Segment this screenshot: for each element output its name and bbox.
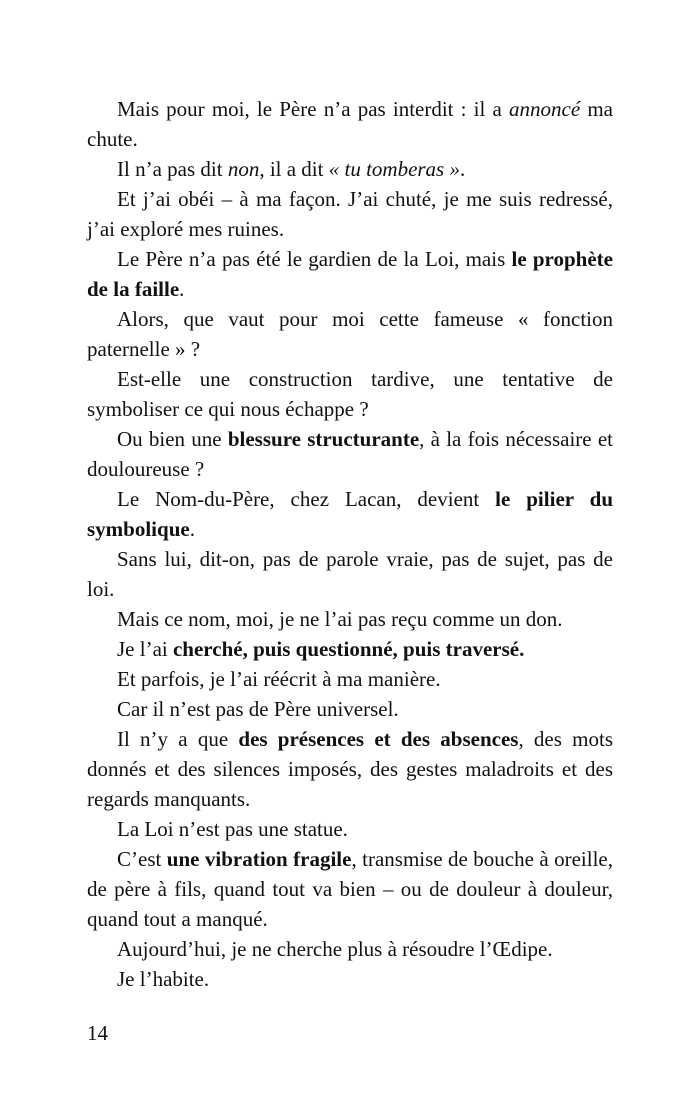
text-run: Je l’ai (117, 637, 173, 661)
text-run: Mais ce nom, moi, je ne l’ai pas reçu comme un don. (117, 607, 563, 631)
paragraph (87, 844, 613, 934)
italic-text: non (227, 157, 260, 181)
paragraph (87, 724, 613, 814)
text-run: Il n’y a que (117, 727, 239, 751)
text-run: Le Nom-du-Père, chez Lacan, devient (117, 487, 496, 511)
paragraph (87, 934, 613, 964)
text-run: . (459, 157, 466, 181)
text-run: Est-elle une construction tardive, une tentative de symboliser ce qui nous échappe ? (87, 367, 613, 421)
text-run: ma chute. (87, 97, 613, 151)
text-run: Il n’a pas dit (117, 157, 228, 181)
bold-text: cherché, puis questionné, puis traversé. (172, 637, 525, 661)
paragraph (87, 94, 613, 154)
bold-text: une vibration fragile (166, 847, 352, 871)
text-run: , il a dit (259, 157, 329, 181)
paragraph (87, 424, 613, 484)
paragraph (87, 604, 613, 634)
text-run: , à la fois nécessaire et douloureuse ? (87, 427, 613, 481)
italic-text: « tu tomberas » (328, 157, 460, 181)
bold-text: le pilier du symbolique (87, 487, 613, 541)
text-run: . (189, 517, 195, 541)
paragraph (87, 184, 613, 244)
page-number: 14 (87, 1021, 108, 1045)
paragraph (87, 154, 613, 184)
paragraph (87, 304, 613, 364)
paragraph (87, 544, 613, 604)
bold-text: des présences et des absences (238, 727, 519, 751)
paragraph (87, 364, 613, 424)
bold-text: blessure structurante (227, 427, 420, 451)
text-run: C’est (117, 847, 167, 871)
text-run: , des mots donnés et des silences imposés, des gestes maladroits et des regards manquants. (87, 727, 613, 811)
paragraph (87, 484, 613, 544)
text-run: , transmise de bouche à oreille, de père à fils, quand tout va bien – ou de douleur à douleur, quand tout a manqué. (87, 847, 614, 931)
text-run: Le Père n’a pas été le gardien de la Loi, mais (117, 247, 512, 271)
paragraph (87, 664, 613, 694)
italic-text: annoncé (509, 97, 581, 121)
text-run: Car il n’est pas de Père universel. (117, 697, 399, 721)
text-run: Et parfois, je l’ai réécrit à ma manière. (117, 667, 441, 691)
text-run: . (179, 277, 185, 301)
paragraph (87, 694, 613, 724)
paragraph (87, 814, 613, 844)
text-run: Ou bien une (117, 427, 228, 451)
text-run: Alors, que vaut pour moi cette fameuse « fonction paternelle » ? (87, 307, 613, 361)
text-run: Je l’habite. (117, 967, 210, 991)
paragraph (87, 634, 613, 664)
text-run: Mais pour moi, le Père n’a pas interdit : il a (117, 97, 510, 121)
bold-text: le prophète de la faille (87, 247, 613, 301)
text-run: La Loi n’est pas une statue. (117, 817, 348, 841)
paragraph (87, 964, 613, 994)
paragraph (87, 244, 613, 304)
text-run: Sans lui, dit-on, pas de parole vraie, pas de sujet, pas de loi. (87, 547, 613, 601)
text-run: Et j’ai obéi – à ma façon. J’ai chuté, je me suis redressé, j’ai exploré mes ruines. (87, 187, 613, 241)
text-run: Aujourd’hui, je ne cherche plus à résoudre l’Œdipe. (117, 937, 553, 961)
body-text (87, 94, 613, 994)
